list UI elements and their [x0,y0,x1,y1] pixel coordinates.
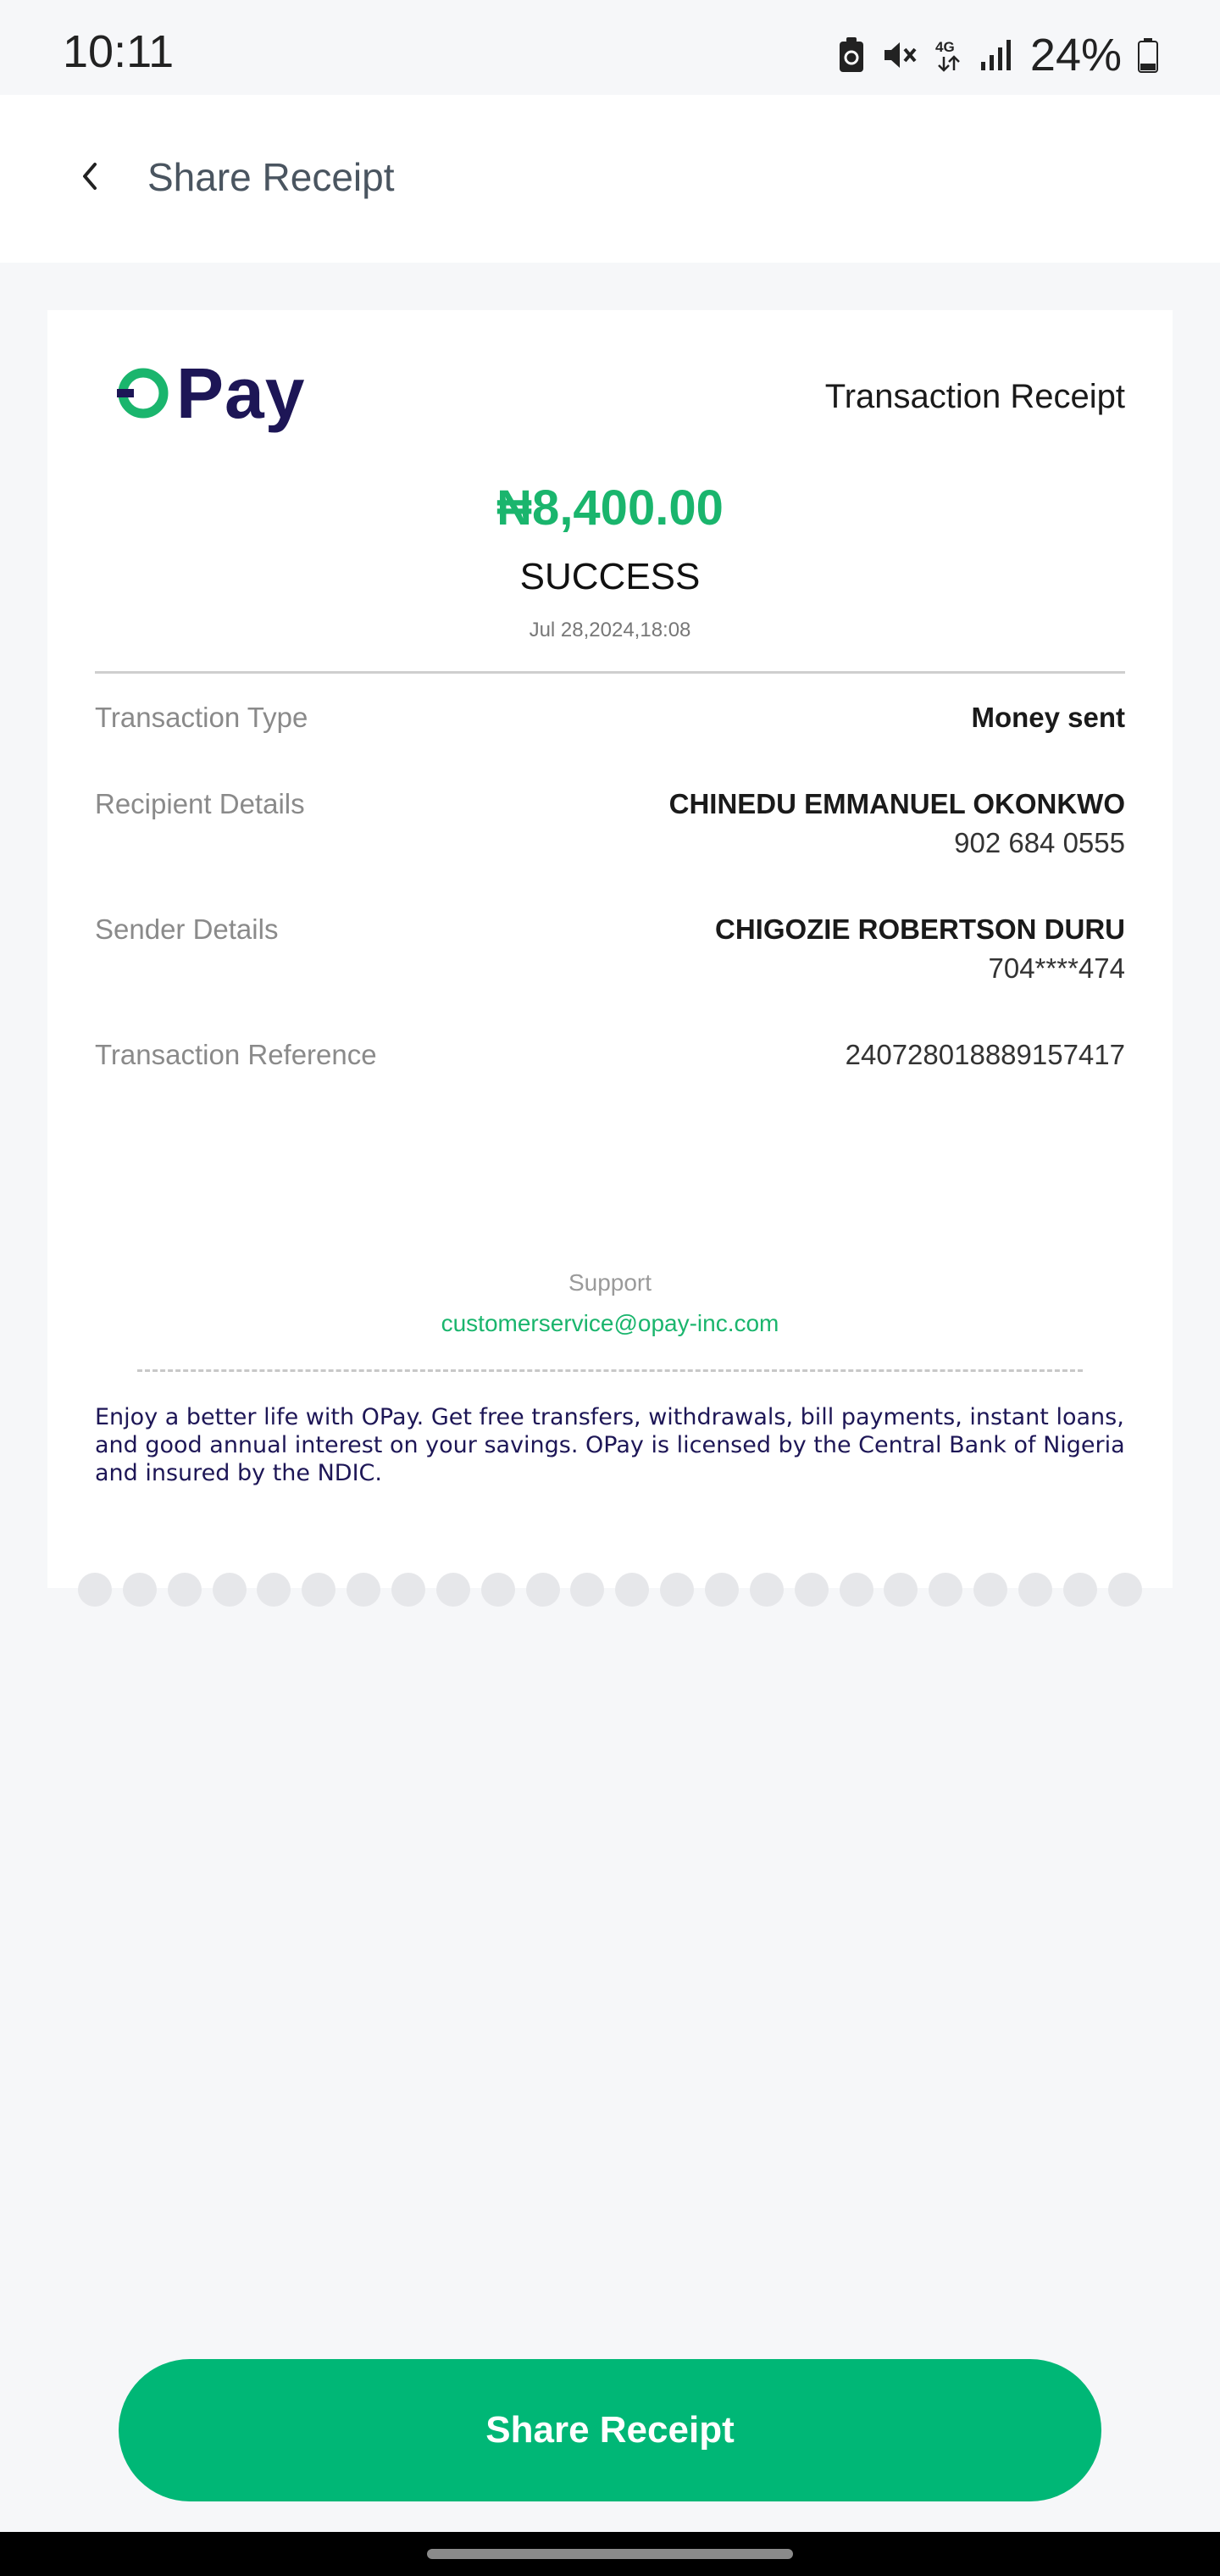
scallop [347,1573,380,1607]
logo-wordmark: Pay [176,353,306,433]
dashed-divider [137,1369,1083,1372]
scallop [78,1573,112,1607]
battery-percent: 24% [1029,30,1122,80]
network-4g-icon [934,36,964,74]
sender-name: CHIGOZIE ROBERTSON DURU [714,913,1125,945]
mute-icon [881,38,918,72]
support-email-link[interactable]: customerservice@opay-inc.com [441,1310,779,1336]
receipt-heading: Transaction Receipt [824,378,1125,415]
scallop [1018,1573,1052,1607]
disclaimer-text: Enjoy a better life with OPay. Get free transfers, withdrawals, bill payments, instant loans, and good annual interest on your savings. OPay is licensed by the Central Bank of Nigeria and insured by the NDIC. [95,1404,1125,1486]
scallop [257,1573,291,1607]
transaction-reference-value: 240728018889157417 [845,1039,1125,1070]
sender-details-label: Sender Details [95,913,279,945]
scallop [795,1573,829,1607]
scallop [570,1573,604,1607]
scallop [929,1573,962,1607]
scallop [705,1573,739,1607]
transaction-amount: ₦8,400.00 [496,480,724,536]
page-title: Share Receipt [147,155,395,199]
receipt-card [47,310,1173,1588]
status-icons [837,29,1159,81]
scallop [840,1573,873,1607]
scallop [168,1573,202,1607]
scallop [436,1573,470,1607]
scallop [660,1573,694,1607]
divider [95,671,1125,674]
scallop [1108,1573,1142,1607]
scallop [526,1573,560,1607]
transaction-status: SUCCESS [519,556,701,597]
transaction-datetime: Jul 28,2024,18:08 [529,619,691,641]
scallop [1063,1573,1097,1607]
recipient-name: CHINEDU EMMANUEL OKONKWO [668,788,1125,819]
scallop [973,1573,1007,1607]
scallop [884,1573,918,1607]
signal-icon [979,38,1015,72]
scallop [750,1573,784,1607]
recipient-account: 902 684 0555 [954,827,1125,858]
status-bar [0,0,1220,95]
opay-logo [115,353,306,433]
scallop [123,1573,157,1607]
transaction-reference-label: Transaction Reference [95,1039,377,1070]
scallop [391,1573,425,1607]
scallop [213,1573,247,1607]
transaction-type-value: Money sent [971,702,1125,733]
recipient-details-label: Recipient Details [95,788,305,819]
app-bar [0,95,1220,263]
scallop [302,1573,336,1607]
home-indicator[interactable] [427,2549,793,2559]
scallop [481,1573,515,1607]
status-time: 10:11 [63,26,175,77]
transaction-type-label: Transaction Type [95,702,308,733]
battery-icon [1137,36,1159,74]
sender-account: 704****474 [988,952,1125,984]
receipt-scalloped-edge [47,1569,1173,1610]
back-button[interactable] [63,146,117,210]
share-receipt-button[interactable]: Share Receipt [119,2359,1101,2501]
opay-logo-mark [115,365,171,421]
support-label: Support [568,1269,652,1296]
svg-text:4G: 4G [934,39,955,55]
system-nav-bar [0,2532,1220,2576]
chevron-left-icon [78,159,102,197]
scallop [615,1573,649,1607]
battery-saver-icon [837,36,866,74]
